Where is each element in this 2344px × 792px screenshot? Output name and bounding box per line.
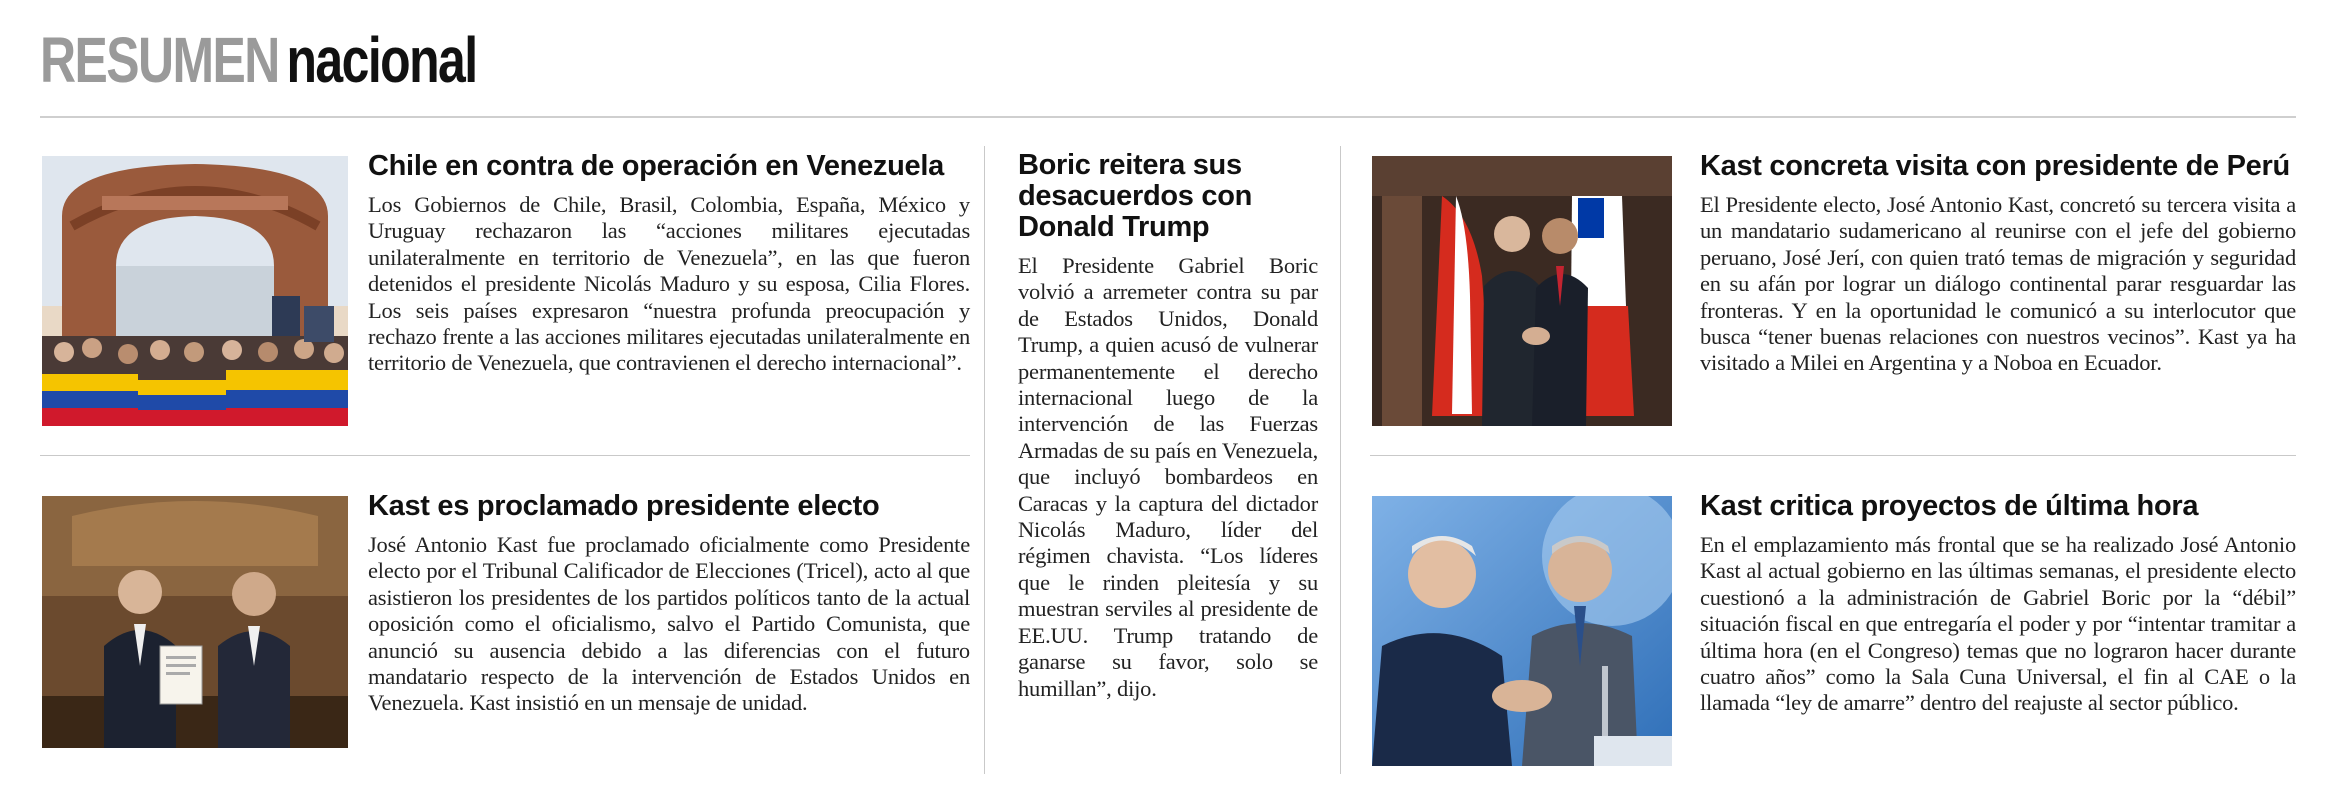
headline-critica: Kast critica proyectos de última hora bbox=[1700, 490, 2199, 522]
body-critica: En el emplazamiento más frontal que se ha realizado José Antonio Kast al actual gobierno en las últimas semanas, el presidente electo cuestionó a la administración de Gabriel Boric por la “débil” situación fiscal en que entregaría el poder y por “intentar tramitar a última hora (en el Congreso) temas que no lograron hacer durante cuatro años” como la Sala Cuna Universal, el fin al CAE o la llamada “ley de amarre” dentro del reajuste al sector público. bbox=[1700, 532, 2296, 716]
row-divider-right bbox=[1370, 455, 2296, 456]
story-venezuela bbox=[368, 150, 970, 377]
headline-proclamado: Kast es proclamado presidente electo bbox=[368, 490, 880, 522]
column-divider-left bbox=[984, 146, 985, 774]
body-proclamado: José Antonio Kast fue proclamado oficialmente como Presidente electo por el Tribunal Calificador de Elecciones (Tricel), acto al que asistieron los presidentes de los partidos políticos tanto de la actual oposición como el oficialismo, salvo el Partido Comunista, que anunció su ausencia debido a las diferencias con el futuro mandatario respecto de la intervención de Estados Unidos en Venezuela. Kast insistió en un mensaje de unidad. bbox=[368, 532, 970, 716]
top-rule bbox=[40, 116, 2296, 118]
body-peru: El Presidente electo, José Antonio Kast, concretó su tercera visita a un mandatario sudamericano al reunirse con el jefe del gobierno peruano, José Jerí, con quien trató temas de migración y seguridad en su afán por lograr un diálogo continental parar resguardar las fronteras. Y en la oportunidad le comunicó a su interlocutor que busca “tener buenas relaciones con nuestros vecinos”. Kast ya ha visitado a Milei en Argentina y a Noboa en Ecuador. bbox=[1700, 192, 2296, 376]
section-title bbox=[40, 24, 477, 96]
body-venezuela: Los Gobiernos de Chile, Brasil, Colombia, España, México y Uruguay rechazaron las “acciones militares ejecutadas unilateralmente en territorio de Venezuela”, en las que fueron detenidos el presidente Nicolás Maduro y su esposa, Cilia Flores. Los seis países expresaron “nuestra profunda preocupación y rechazo frente a las acciones militares ejecutadas unilateralmente en territorio de Venezuela, que contravienen el derecho internacional”. bbox=[368, 192, 970, 376]
story-critica bbox=[1700, 490, 2296, 717]
story-peru bbox=[1700, 150, 2296, 377]
section-title-nacional: nacional bbox=[286, 24, 477, 96]
column-divider-right bbox=[1340, 146, 1341, 774]
row-divider-left bbox=[40, 455, 970, 456]
body-boric: El Presidente Gabriel Boric volvió a arremeter contra su par de Estados Unidos, Donald Trump, a quien acusó de vulnerar permanentemente el derecho internacional luego de la intervención de las Fuerzas Armadas de su país en Venezuela, que incluyó bombardeos en Caracas y la captura del dictador Nicolás Maduro, líder del régimen chavista. “Los líderes que le rinden pleitesía y su muestran serviles al presidente de EE.UU. Trump tratando de ganarse su favor, solo se humillan”, dijo. bbox=[1018, 253, 1318, 701]
headline-venezuela: Chile en contra de operación en Venezuela bbox=[368, 150, 944, 182]
handshake-flags-photo bbox=[1372, 156, 1672, 426]
section-title-resumen: RESUMEN bbox=[40, 24, 279, 96]
protest-arch-photo bbox=[42, 156, 348, 426]
headline-boric: Boric reitera sus desacuerdos con Donald Trump bbox=[1018, 149, 1253, 243]
story-boric bbox=[1018, 150, 1318, 702]
story-proclamado bbox=[368, 490, 970, 717]
handshake-embrace-photo bbox=[1372, 496, 1672, 766]
proclamation-photo bbox=[42, 496, 348, 748]
headline-peru: Kast concreta visita con presidente de Perú bbox=[1700, 150, 2290, 182]
